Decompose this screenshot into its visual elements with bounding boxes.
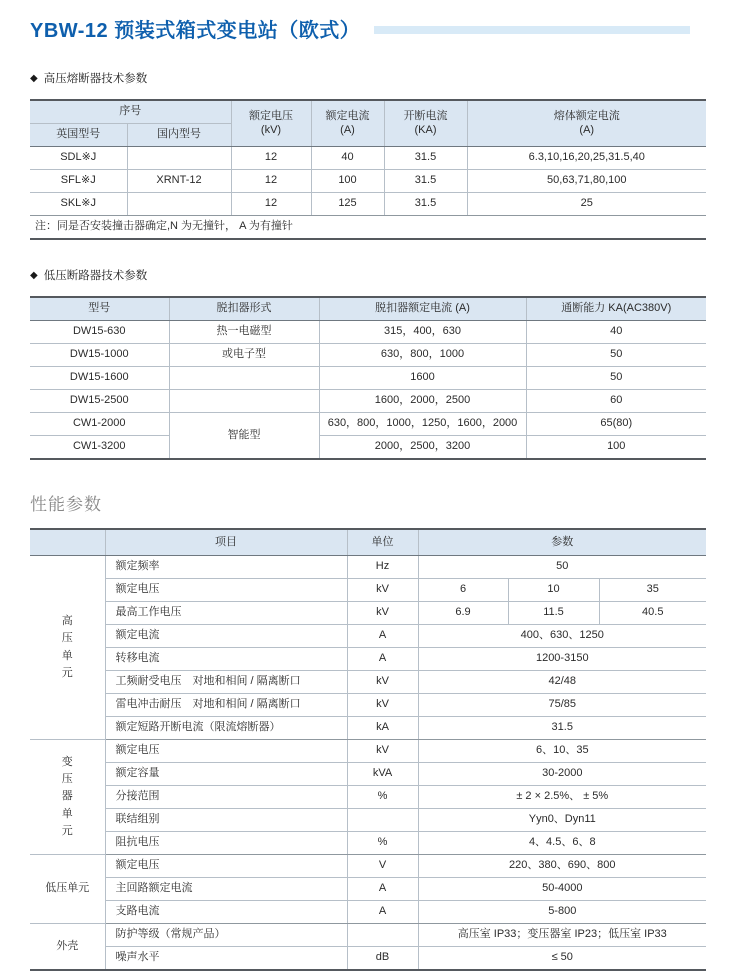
table-row — [30, 786, 706, 809]
cell-item: 额定电压 — [105, 579, 347, 602]
table-row — [30, 367, 706, 390]
cell-unit — [347, 924, 418, 947]
cell-param: 31.5 — [418, 717, 706, 740]
table-row — [30, 763, 706, 786]
cell-param: Yyn0、Dyn11 — [418, 809, 706, 832]
page-title: YBW-12 预装式箱式变电站（欧式） — [30, 20, 361, 42]
cell-fuse-current: 25 — [467, 193, 706, 216]
group-label-text: 外壳 — [56, 939, 79, 952]
col-header-breaking-current — [384, 100, 467, 147]
cell-model: DW15-1000 — [30, 344, 169, 367]
group-label-enclosure — [30, 924, 105, 971]
col-header-cn-model: 国内型号 — [127, 124, 231, 147]
header-label: 额定电压 — [249, 109, 293, 122]
cell-capacity: 65(80) — [526, 413, 706, 436]
section-heading-lv-breaker — [30, 267, 738, 283]
table-row — [30, 413, 706, 436]
cell-trip-type: 热一电磁型 — [169, 321, 319, 344]
cell-model: CW1-2000 — [30, 413, 169, 436]
cell-item: 最高工作电压 — [105, 602, 347, 625]
cell-capacity: 60 — [526, 390, 706, 413]
section-heading-label: 高压熔断器技术参数 — [43, 73, 148, 85]
cell-trip-current: 630，800，1000 — [319, 344, 526, 367]
cell-current: 100 — [311, 170, 384, 193]
header-label: 额定电流 — [325, 109, 370, 122]
cell-unit: A — [347, 625, 418, 648]
cell-param: 30-2000 — [418, 763, 706, 786]
cell-param: 5-800 — [418, 901, 706, 924]
cell-uk-model: SKL※J — [30, 193, 127, 216]
cell-item: 噪声水平 — [105, 947, 347, 971]
cell-item: 阻抗电压 — [105, 832, 347, 855]
cell-item: 支路电流 — [105, 901, 347, 924]
cell-unit: A — [347, 648, 418, 671]
cell-param: 11.5 — [508, 602, 599, 625]
group-label-text: 低压单元 — [45, 882, 90, 895]
cell-item: 额定容量 — [105, 763, 347, 786]
group-label-text: 变压器单元 — [61, 756, 73, 837]
cell-param: 40.5 — [599, 602, 706, 625]
col-header-model: 型号 — [30, 297, 169, 321]
cell-param: 高压室 IP33；变压器室 IP23；低压室 IP33 — [418, 924, 706, 947]
table-row — [30, 436, 706, 460]
table-row — [30, 924, 706, 947]
cell-unit: V — [347, 855, 418, 878]
cell-breaking: 31.5 — [384, 193, 467, 216]
cell-param: 75/85 — [418, 694, 706, 717]
table-row — [30, 556, 706, 579]
cell-voltage: 12 — [231, 170, 311, 193]
table-row — [30, 809, 706, 832]
col-header-serial: 序号 — [30, 100, 231, 124]
cell-param: 50 — [418, 556, 706, 579]
section-heading-hv-fuse — [30, 70, 738, 86]
cell-trip-current: 1600，2000，2500 — [319, 390, 526, 413]
header-unit: (A) — [340, 123, 355, 136]
cell-unit: % — [347, 786, 418, 809]
cell-capacity: 100 — [526, 436, 706, 460]
cell-param: 10 — [508, 579, 599, 602]
cell-voltage: 12 — [231, 147, 311, 170]
cell-unit: kV — [347, 579, 418, 602]
cell-uk-model: SFL※J — [30, 170, 127, 193]
cell-voltage: 12 — [231, 193, 311, 216]
cell-fuse-current: 6.3,10,16,20,25,31.5,40 — [467, 147, 706, 170]
cell-param: 6、10、35 — [418, 740, 706, 763]
cell-unit: kVA — [347, 763, 418, 786]
header-unit: (A) — [579, 123, 595, 136]
cell-uk-model: SDL※J — [30, 147, 127, 170]
header-row-1 — [30, 100, 706, 124]
group-label-text: 高压单元 — [61, 615, 73, 679]
group-label-lv-unit — [30, 855, 105, 924]
cell-current: 40 — [311, 147, 384, 170]
cell-unit: Hz — [347, 556, 418, 579]
cell-item: 防护等级（常规产品） — [105, 924, 347, 947]
col-header-trip-current: 脱扣器额定电流 (A) — [319, 297, 526, 321]
table-row — [30, 344, 706, 367]
table-row — [30, 901, 706, 924]
cell-unit: A — [347, 901, 418, 924]
cell-capacity: 50 — [526, 367, 706, 390]
col-header-capacity: 通断能力 KA(AC380V) — [526, 297, 706, 321]
cell-trip-type — [169, 367, 319, 390]
cell-cn-model — [127, 147, 231, 170]
table-row — [30, 193, 706, 216]
cell-item: 主回路额定电流 — [105, 878, 347, 901]
cell-unit — [347, 809, 418, 832]
hv-fuse-table — [30, 99, 706, 240]
table-row — [30, 947, 706, 971]
lv-breaker-table — [30, 296, 706, 460]
table-note: 注：同是否安装撞击器确定,N 为无撞针， A 为有撞针 — [30, 216, 706, 240]
table-row — [30, 602, 706, 625]
cell-unit: dB — [347, 947, 418, 971]
col-header-trip-type: 脱扣器形式 — [169, 297, 319, 321]
cell-trip-current: 1600 — [319, 367, 526, 390]
header-row — [30, 529, 706, 556]
cell-unit: kV — [347, 740, 418, 763]
cell-current: 125 — [311, 193, 384, 216]
table-row — [30, 740, 706, 763]
cell-item: 额定短路开断电流（限流熔断器） — [105, 717, 347, 740]
table-row — [30, 832, 706, 855]
cell-param: ± 2 × 2.5%、 ± 5% — [418, 786, 706, 809]
header-label: 开断电流 — [403, 109, 448, 122]
table-row — [30, 625, 706, 648]
cell-model: DW15-1600 — [30, 367, 169, 390]
cell-trip-type — [169, 390, 319, 413]
header-unit: (kV) — [260, 123, 282, 136]
cell-item: 转移电流 — [105, 648, 347, 671]
cell-item: 联结组别 — [105, 809, 347, 832]
cell-param: 50-4000 — [418, 878, 706, 901]
cell-capacity: 50 — [526, 344, 706, 367]
page-header — [30, 14, 690, 43]
title-accent-bar — [374, 26, 690, 34]
cell-trip-current: 630，800，1000，1250，1600，2000 — [319, 413, 526, 436]
col-header-item: 项目 — [105, 529, 347, 556]
table-row — [30, 671, 706, 694]
cell-param: 4、4.5、6、8 — [418, 832, 706, 855]
table-row — [30, 648, 706, 671]
note-row — [30, 216, 706, 240]
table-row — [30, 855, 706, 878]
table-row — [30, 878, 706, 901]
table-row — [30, 321, 706, 344]
cell-unit: kA — [347, 717, 418, 740]
cell-item: 雷电冲击耐压 对地和相间 / 隔离断口 — [105, 694, 347, 717]
cell-param: ≤ 50 — [418, 947, 706, 971]
cell-trip-type-merged: 智能型 — [169, 413, 319, 460]
table-row — [30, 147, 706, 170]
cell-breaking: 31.5 — [384, 170, 467, 193]
cell-cn-model — [127, 193, 231, 216]
cell-unit: kV — [347, 602, 418, 625]
table-row — [30, 579, 706, 602]
cell-param: 400、630、1250 — [418, 625, 706, 648]
cell-trip-current: 315，400，630 — [319, 321, 526, 344]
section-heading-label: 低压断路器技术参数 — [43, 270, 148, 282]
cell-param: 35 — [599, 579, 706, 602]
table-row — [30, 170, 706, 193]
cell-param: 42/48 — [418, 671, 706, 694]
cell-param: 220、380、690、800 — [418, 855, 706, 878]
cell-breaking: 31.5 — [384, 147, 467, 170]
cell-trip-current: 2000，2500，3200 — [319, 436, 526, 460]
cell-unit: % — [347, 832, 418, 855]
group-label-transformer-unit — [30, 740, 105, 855]
diamond-bullet-icon: ◆ — [30, 72, 38, 84]
col-header-rated-voltage — [231, 100, 311, 147]
cell-model: CW1-3200 — [30, 436, 169, 460]
performance-table — [30, 528, 706, 971]
header-unit: (KA) — [414, 123, 437, 136]
cell-capacity: 40 — [526, 321, 706, 344]
col-header-rated-current — [311, 100, 384, 147]
cell-item: 工频耐受电压 对地和相间 / 隔离断口 — [105, 671, 347, 694]
col-header-uk-model: 英国型号 — [30, 124, 127, 147]
header-label: 熔体额定电流 — [553, 109, 620, 122]
group-label-hv-unit — [30, 556, 105, 740]
table-row — [30, 694, 706, 717]
cell-fuse-current: 50,63,71,80,100 — [467, 170, 706, 193]
col-header-group — [30, 529, 105, 556]
col-header-param: 参数 — [418, 529, 706, 556]
cell-item: 额定电压 — [105, 740, 347, 763]
cell-param: 6 — [418, 579, 508, 602]
cell-item: 分接范围 — [105, 786, 347, 809]
cell-item: 额定频率 — [105, 556, 347, 579]
cell-unit: kV — [347, 671, 418, 694]
cell-cn-model: XRNT-12 — [127, 170, 231, 193]
cell-unit: kV — [347, 694, 418, 717]
cell-trip-type: 或电子型 — [169, 344, 319, 367]
col-header-fuse-rated-current — [467, 100, 706, 147]
cell-param: 6.9 — [418, 602, 508, 625]
cell-model: DW15-2500 — [30, 390, 169, 413]
cell-param: 1200-3150 — [418, 648, 706, 671]
table-row — [30, 717, 706, 740]
cell-unit: A — [347, 878, 418, 901]
header-row — [30, 297, 706, 321]
diamond-bullet-icon: ◆ — [30, 269, 38, 281]
col-header-unit: 单位 — [347, 529, 418, 556]
cell-model: DW15-630 — [30, 321, 169, 344]
cell-item: 额定电流 — [105, 625, 347, 648]
table-row — [30, 390, 706, 413]
cell-item: 额定电压 — [105, 855, 347, 878]
performance-heading: 性能参数 — [30, 495, 102, 514]
